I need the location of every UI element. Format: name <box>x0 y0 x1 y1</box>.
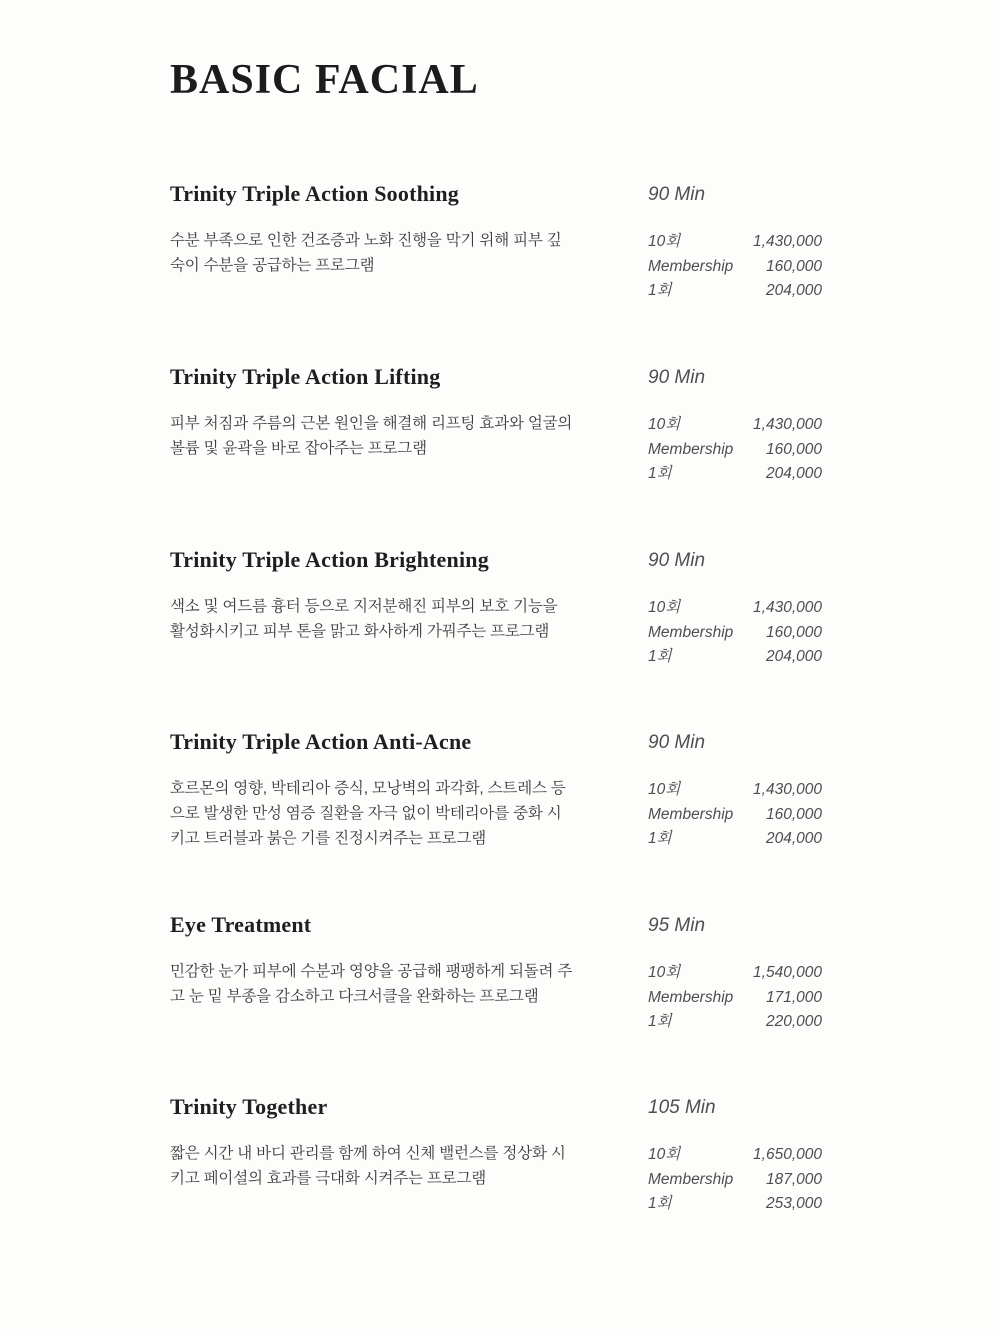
treatment-description: 피부 처짐과 주름의 근본 원인을 해결해 리프팅 효과와 얼굴의 볼륨 및 윤곽을 바로 잡아주는 프로그램 <box>170 415 573 457</box>
price-amount: 160,000 <box>765 440 822 458</box>
price-row <box>648 438 822 463</box>
treatment-section-lifting <box>170 363 825 482</box>
price-option-label: 10회 <box>648 416 681 433</box>
price-table <box>648 1143 822 1217</box>
price-option-label: Membership <box>648 623 734 641</box>
price-option-label: 10회 <box>648 964 681 981</box>
price-option-label: 10회 <box>648 233 681 250</box>
price-row <box>648 1192 822 1217</box>
price-row <box>648 778 822 803</box>
price-option-label: Membership <box>648 1170 734 1188</box>
treatment-name: Trinity Triple Action Anti-Acne <box>170 729 472 754</box>
price-amount: 204,000 <box>765 282 822 299</box>
price-option-label: 10회 <box>648 599 681 616</box>
price-option-label: Membership <box>648 440 734 458</box>
treatment-name: Trinity Triple Action Lifting <box>170 364 441 389</box>
price-option-label: Membership <box>648 805 734 823</box>
treatment-name: Trinity Triple Action Soothing <box>170 181 459 206</box>
page-title: BASIC FACIAL <box>170 57 479 103</box>
price-amount: 1,540,000 <box>753 964 822 981</box>
price-amount: 253,000 <box>765 1195 822 1212</box>
treatment-name: Eye Treatment <box>170 912 312 937</box>
price-row <box>648 462 822 487</box>
price-option-label: 10회 <box>648 781 681 798</box>
price-row <box>648 230 822 255</box>
price-amount: 1,430,000 <box>753 781 822 798</box>
price-row <box>648 621 822 646</box>
treatment-duration: 105 Min <box>648 1097 716 1118</box>
price-amount: 1,430,000 <box>753 416 822 433</box>
treatment-section-brightening <box>170 546 825 665</box>
price-amount: 160,000 <box>765 623 822 641</box>
price-option-label: 1회 <box>648 1195 672 1212</box>
price-row <box>648 255 822 280</box>
price-option-label: 10회 <box>648 1146 681 1163</box>
price-option-label: 1회 <box>648 282 672 299</box>
price-row <box>648 986 822 1011</box>
price-amount: 160,000 <box>765 257 822 275</box>
price-row <box>648 1143 822 1168</box>
price-option-label: Membership <box>648 988 734 1006</box>
treatment-name: Trinity Together <box>170 1094 328 1119</box>
price-amount: 1,430,000 <box>753 599 822 616</box>
price-row <box>648 279 822 304</box>
treatment-duration: 95 Min <box>648 915 706 936</box>
price-row <box>648 827 822 852</box>
price-amount: 1,430,000 <box>753 233 822 250</box>
treatment-section-eye-treatment <box>170 911 825 1030</box>
price-table <box>648 778 822 852</box>
treatment-name: Trinity Triple Action Brightening <box>170 547 489 572</box>
price-row <box>648 645 822 670</box>
price-amount: 204,000 <box>765 830 822 847</box>
price-amount: 160,000 <box>765 805 822 823</box>
price-amount: 187,000 <box>765 1170 822 1188</box>
price-table <box>648 230 822 304</box>
price-amount: 171,000 <box>765 988 822 1006</box>
price-row <box>648 596 822 621</box>
price-row <box>648 961 822 986</box>
price-option-label: 1회 <box>648 1013 672 1030</box>
price-row <box>648 413 822 438</box>
price-option-label: 1회 <box>648 830 672 847</box>
price-amount: 220,000 <box>765 1013 822 1030</box>
price-option-label: Membership <box>648 257 734 275</box>
price-table <box>648 413 822 487</box>
price-option-label: 1회 <box>648 648 672 665</box>
price-row <box>648 803 822 828</box>
treatment-section-together <box>170 1093 825 1212</box>
treatment-duration: 90 Min <box>648 732 706 753</box>
treatment-description: 호르몬의 영향, 박테리아 증식, 모낭벽의 과각화, 스트레스 등으로 발생한 만성 염증 질환을 자극 없이 박테리아를 중화 시키고 트러블과 붉은 기를 진정시켜주는 프로그램 <box>170 780 566 847</box>
treatment-section-anti-acne <box>170 728 825 851</box>
treatment-duration: 90 Min <box>648 367 706 388</box>
price-table <box>648 961 822 1035</box>
price-amount: 204,000 <box>765 465 822 482</box>
treatment-description: 수분 부족으로 인한 건조증과 노화 진행을 막기 위해 피부 깊숙이 수분을 공급하는 프로그램 <box>170 232 562 274</box>
price-row <box>648 1168 822 1193</box>
treatment-description: 색소 및 여드름 흉터 등으로 지저분해진 피부의 보호 기능을 활성화시키고 피부 톤을 맑고 화사하게 가꿔주는 프로그램 <box>170 598 558 640</box>
treatment-description: 짧은 시간 내 바디 관리를 함께 하여 신체 밸런스를 정상화 시키고 페이셜의 효과를 극대화 시켜주는 프로그램 <box>170 1145 566 1187</box>
price-option-label: 1회 <box>648 465 672 482</box>
price-amount: 204,000 <box>765 648 822 665</box>
price-row <box>648 1010 822 1035</box>
treatment-duration: 90 Min <box>648 550 706 571</box>
price-table <box>648 596 822 670</box>
treatment-section-soothing <box>170 180 825 299</box>
treatment-duration: 90 Min <box>648 184 706 205</box>
price-amount: 1,650,000 <box>753 1146 822 1163</box>
treatment-description: 민감한 눈가 피부에 수분과 영양을 공급해 팽팽하게 되돌려 주고 눈 밑 부종을 감소하고 다크서클을 완화하는 프로그램 <box>170 963 573 1005</box>
